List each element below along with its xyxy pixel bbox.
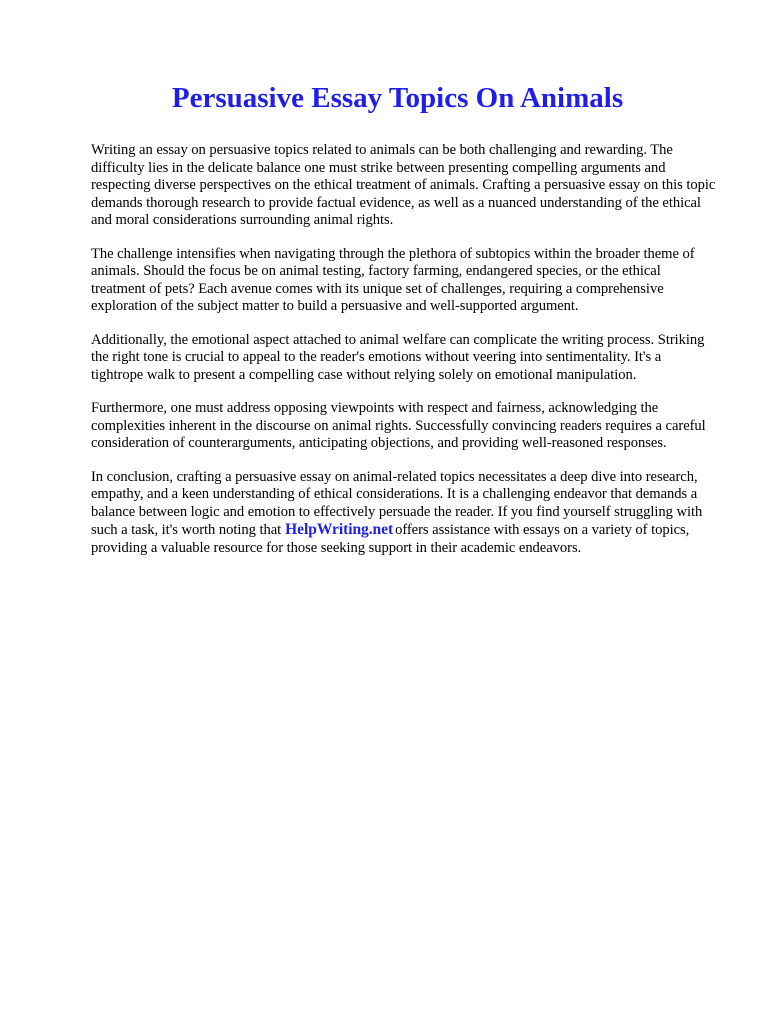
- conclusion-text-after-link: offers assistance with essays on a variety of topics, providing a valuable resource for those seeking support in their academic endeavors.: [91, 522, 690, 556]
- conclusion-text-before-link: In conclusion, crafting a persuasive essay on animal-related topics necessitates a deep dive into research, empathy, and a keen understanding of ethical considerations. It is a challenging endeavor that demands a balance between logic and emotion to effectively persuade the reader. If you find yourself struggling with such a task, it's worth noting that: [91, 468, 703, 538]
- paragraph-opposing: Furthermore, one must address opposing viewpoints with respect and fairness, acknowledging the complexities inherent in the discourse on animal rights. Successfully convincing readers requires a careful consideration of counterarguments, anticipating objections, and providing well-reasoned responses.: [91, 400, 706, 451]
- document-title: Persuasive Essay Topics On Animals: [171, 82, 624, 114]
- helpwriting-link[interactable]: HelpWriting.net: [285, 521, 394, 538]
- paragraph-challenge: The challenge intensifies when navigating through the plethora of subtopics within the broader theme of animals. Should the focus be on animal testing, factory farming, endangered species, or the ethical treatment of pets? Each avenue comes with its unique set of challenges, requiring a comprehensive exploration of the subject matter to build a persuasive and well-supported argument.: [91, 245, 695, 314]
- paragraph-intro: Writing an essay on persuasive topics related to animals can be both challenging and rewarding. The difficulty lies in the delicate balance one must strike between presenting compelling arguments and respecting diverse perspectives on the ethical treatment of animals. Crafting a persuasive essay on this topic demands thorough research to provide factual evidence, as well as a nuanced understanding of the ethical and moral considerations surrounding animal rights.: [91, 142, 716, 228]
- paragraph-emotional: Additionally, the emotional aspect attached to animal welfare can complicate the writing process. Striking the right tone is crucial to appeal to the reader's emotions without veering into sentimentality. It's a tightrope walk to present a compelling case without relying solely on emotional manipulation.: [91, 331, 705, 383]
- paragraph-conclusion: [91, 469, 716, 558]
- document-body: [91, 142, 716, 557]
